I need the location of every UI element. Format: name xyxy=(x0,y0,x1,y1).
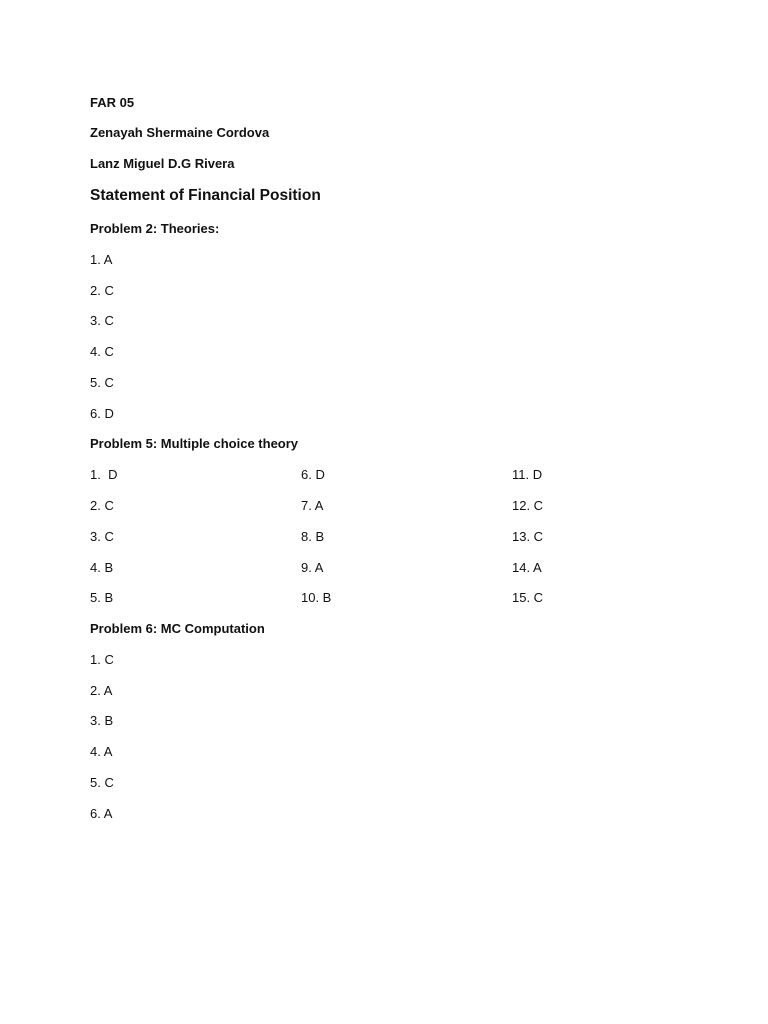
problem-6-answer: 4. A xyxy=(90,744,113,759)
problem-2-answer: 6. D xyxy=(90,406,114,421)
author-name-1: Zenayah Shermaine Cordova xyxy=(90,125,270,140)
problem-6-answer: 5. C xyxy=(90,775,114,790)
problem-5-answer: 4. B xyxy=(90,560,114,575)
problem-5-answer: 3. C xyxy=(90,529,114,544)
problem-5-heading: Problem 5: Multiple choice theory xyxy=(90,436,299,451)
problem-2-answer: 1. A xyxy=(90,252,113,267)
problem-5-answer: 14. A xyxy=(512,560,542,575)
problem-5-answer: 9. A xyxy=(301,560,324,575)
problem-5-answer: 10. B xyxy=(301,590,332,605)
problem-2-heading: Problem 2: Theories: xyxy=(90,221,220,236)
problem-2-answer: 2. C xyxy=(90,283,114,298)
author-name-2: Lanz Miguel D.G Rivera xyxy=(90,156,235,171)
problem-6-answer: 1. C xyxy=(90,652,114,667)
problem-5-answer: 8. B xyxy=(301,529,325,544)
problem-6-heading: Problem 6: MC Computation xyxy=(90,621,265,636)
problem-5-answer: 13. C xyxy=(512,529,544,544)
problem-2-answer: 5. C xyxy=(90,375,114,390)
document-title: Statement of Financial Position xyxy=(90,187,321,204)
problem-2-answer: 3. C xyxy=(90,313,114,328)
problem-5-answer: 12. C xyxy=(512,498,544,513)
problem-6-answer: 2. A xyxy=(90,683,113,698)
problem-5-answer: 15. C xyxy=(512,590,544,605)
problem-5-answer: 11. D xyxy=(512,467,543,482)
problem-5-answer: 7. A xyxy=(301,498,324,513)
problem-5-answer: 5. B xyxy=(90,590,114,605)
problem-5-answer: 2. C xyxy=(90,498,114,513)
course-code: FAR 05 xyxy=(90,95,135,110)
problem-5-answer: 1. D xyxy=(90,467,118,482)
problem-2-answer: 4. C xyxy=(90,344,114,359)
problem-5-answer: 6. D xyxy=(301,467,325,482)
problem-6-answer: 3. B xyxy=(90,713,114,728)
problem-6-answer: 6. A xyxy=(90,806,113,821)
